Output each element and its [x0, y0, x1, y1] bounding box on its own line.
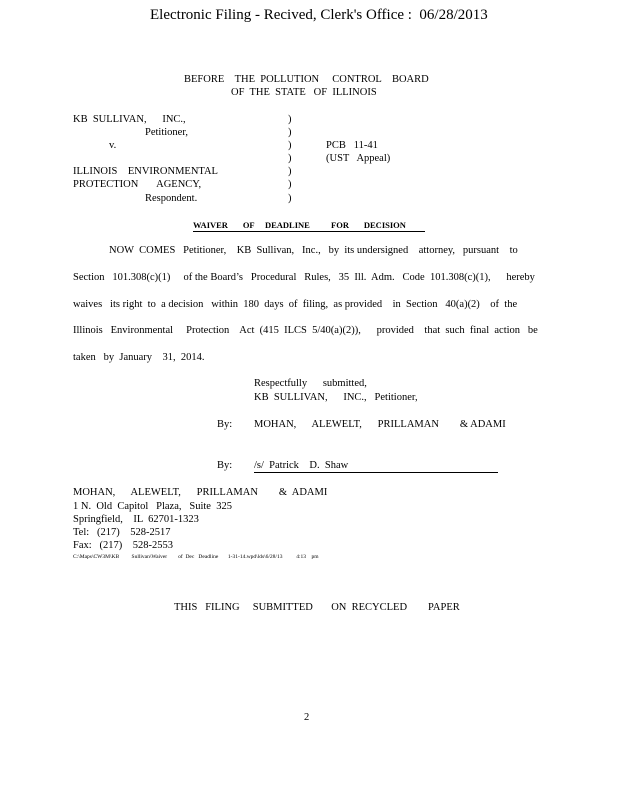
caption-paren: ) [288, 166, 292, 177]
signer-name: /s/ Patrick D. Shaw [254, 460, 349, 471]
body-line: waives its right to a decision within 180 days of filing, as provided in Section 40(a)(2) of the [73, 299, 518, 310]
caption-paren: ) [288, 114, 292, 125]
by-label: By: [217, 460, 233, 471]
petitioner-role: Petitioner, [145, 127, 189, 138]
body-line: NOW COMES Petitioner, KB Sullivan, Inc., by its undersigned attorney, pursuant to [109, 245, 518, 256]
title-underline [193, 231, 425, 232]
file-path: C:\Maps\CW3M\KB Sullivan\Waiver of Dec Deadline 1-31-14.wpd\lds\6/28/13 4:13 pm [73, 554, 319, 560]
respondent-role: Respondent. [145, 193, 198, 204]
respondent-name-line2: PROTECTION AGENCY, [73, 179, 202, 190]
body-line: Illinois Environmental Protection Act (415 ILCS 5/40(a)(2)), provided that such final action be [73, 325, 538, 336]
case-number: PCB 11-41 [326, 140, 378, 151]
recycled-paper-note: THIS FILING SUBMITTED ON RECYCLED PAPER [174, 602, 460, 613]
signature-closing: Respectfully submitted, [254, 378, 367, 389]
by-label: By: [217, 419, 233, 430]
signature-line [254, 472, 498, 473]
address-city: Springfield, IL 62701-1323 [73, 514, 199, 525]
signature-party: KB SULLIVAN, INC., Petitioner, [254, 392, 418, 403]
board-heading-line1: BEFORE THE POLLUTION CONTROL BOARD [184, 74, 429, 85]
address-street: 1 N. Old Capitol Plaza, Suite 325 [73, 501, 232, 512]
body-line: Section 101.308(c)(1) of the Board’s Procedural Rules, 35 Ill. Adm. Code 101.308(c)(1), hereby [73, 272, 535, 283]
address-firm: MOHAN, ALEWELT, PRILLAMAN & ADAMI [73, 487, 328, 498]
page-number: 2 [304, 712, 310, 723]
filing-stamp: Electronic Filing - Recived, Clerk's Office : 06/28/2013 [150, 7, 488, 23]
document-title: WAIVER OF DEADLINE FOR DECISION [193, 220, 406, 230]
caption-paren: ) [288, 193, 292, 204]
address-fax: Fax: (217) 528-2553 [73, 540, 174, 551]
petitioner-name: KB SULLIVAN, INC., [73, 114, 186, 125]
respondent-name-line1: ILLINOIS ENVIRONMENTAL [73, 166, 218, 177]
address-tel: Tel: (217) 528-2517 [73, 527, 171, 538]
caption-paren: ) [288, 153, 292, 164]
signature-firm: MOHAN, ALEWELT, PRILLAMAN & ADAMI [254, 419, 506, 430]
caption-paren: ) [288, 140, 292, 151]
versus: v. [109, 140, 117, 151]
board-heading-line2: OF THE STATE OF ILLINOIS [231, 87, 377, 98]
body-line: taken by January 31, 2014. [73, 352, 205, 363]
caption-paren: ) [288, 127, 292, 138]
caption-paren: ) [288, 179, 292, 190]
case-type: (UST Appeal) [326, 153, 391, 164]
